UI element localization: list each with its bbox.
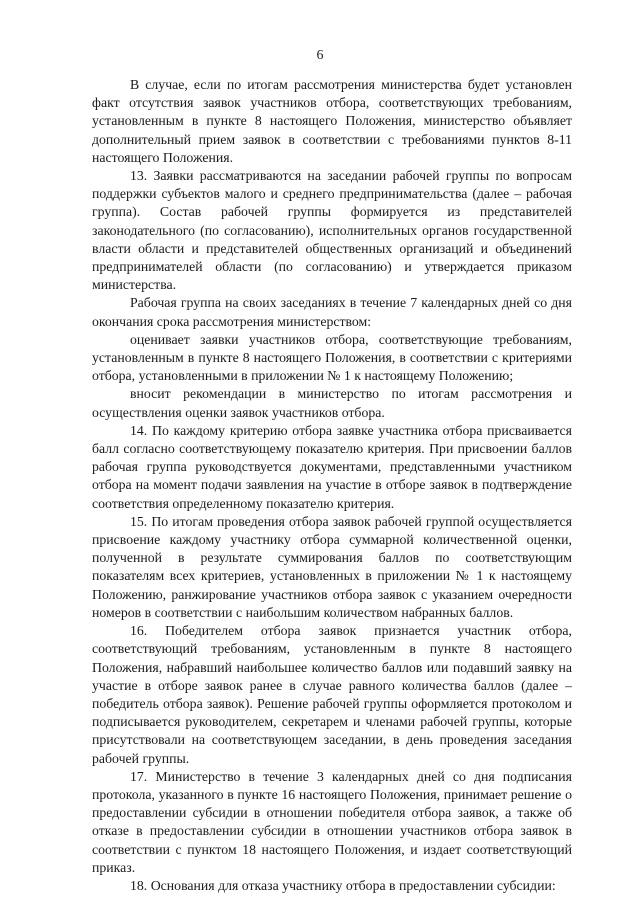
paragraph: вносит рекомендации в министерство по итогам рассмотрения и осуществления оценки заявок участников отбора. (92, 386, 572, 420)
document-body (92, 76, 572, 895)
paragraph: В случае, если по итогам рассмотрения министерства будет установлен факт отсутствия заявок участников отбора, соответствующих требованиям, установленным в пункте 8 настоящего Положения, министерство объявляет дополнительный прием заявок в соответствии с требованиями пунктов 8-11 настоящего Положения. (92, 77, 572, 165)
paragraph: 17. Министерство в течение 3 календарных дней со дня подписания протокола, указанного в пункте 16 настоящего Положения, принимает решение о предоставлении субсидии в отношении победителя отбора заявок, а также об отказе в предоставлении субсидии в отношении участников отбора заявок в соответствии с пунктом 18 настоящего Положения, и издает соответствующий приказ. (92, 768, 572, 875)
paragraph: оценивает заявки участников отбора, соответствующие требованиям, установленным в пункте 8 настоящего Положения, в соответствии с критериями отбора, установленными в приложении № 1 к настоящему Положению; (92, 331, 572, 384)
paragraph: 18. Основания для отказа участнику отбора в предоставлении субсидии: (130, 877, 556, 893)
paragraph: 16. Победителем отбора заявок признается участник отбора, соответствующий требованиям, установленным в пункте 8 настоящего Положения, набравший наибольшее количество баллов или подавший заявку на участие в отборе заявок ранее в случае равного количества баллов (далее – победитель отбора заявок). Решение рабочей группы оформляется протоколом и подписывается руководителем, секретарем и членами рабочей группы, которые присутствовали на соответствующем заседании, в день проведения заседания рабочей группы. (92, 623, 572, 766)
page-number: 6 (316, 48, 324, 63)
paragraph: 15. По итогам проведения отбора заявок рабочей группой осуществляется присвоение каждому участнику отбора суммарной количественной оценки, полученной в результате суммирования баллов по соответствующим показателям всех критериев, установленных в приложении № 1 к настоящему Положению, ранжирование участников отбора заявок с указанием очередности номеров в соответствии с наибольшим количеством набранных баллов. (92, 513, 572, 620)
paragraph: 14. По каждому критерию отбора заявке участника отбора присваивается балл согласно соответствующему показателю критерия. При присвоении баллов рабочая группа руководствуется документами, представленными участником отбора на момент подачи заявления на участие в отборе заявок в подтверждение соответствия определенному показателю критерия. (92, 422, 572, 511)
paragraph: 13. Заявки рассматриваются на заседании рабочей группы по вопросам поддержки субъектов малого и среднего предпринимательства (далее – рабочая группа). Состав рабочей группы формируется из представителей законодательного (по согласованию), исполнительных органов государственной власти области и представителей общественных организаций и объединений предпринимателей области (по согласованию) и утверждается приказом министерства. (92, 168, 572, 293)
paragraph: Рабочая группа на своих заседаниях в течение 7 календарных дней со дня окончания срока рассмотрения министерством: (92, 295, 572, 329)
